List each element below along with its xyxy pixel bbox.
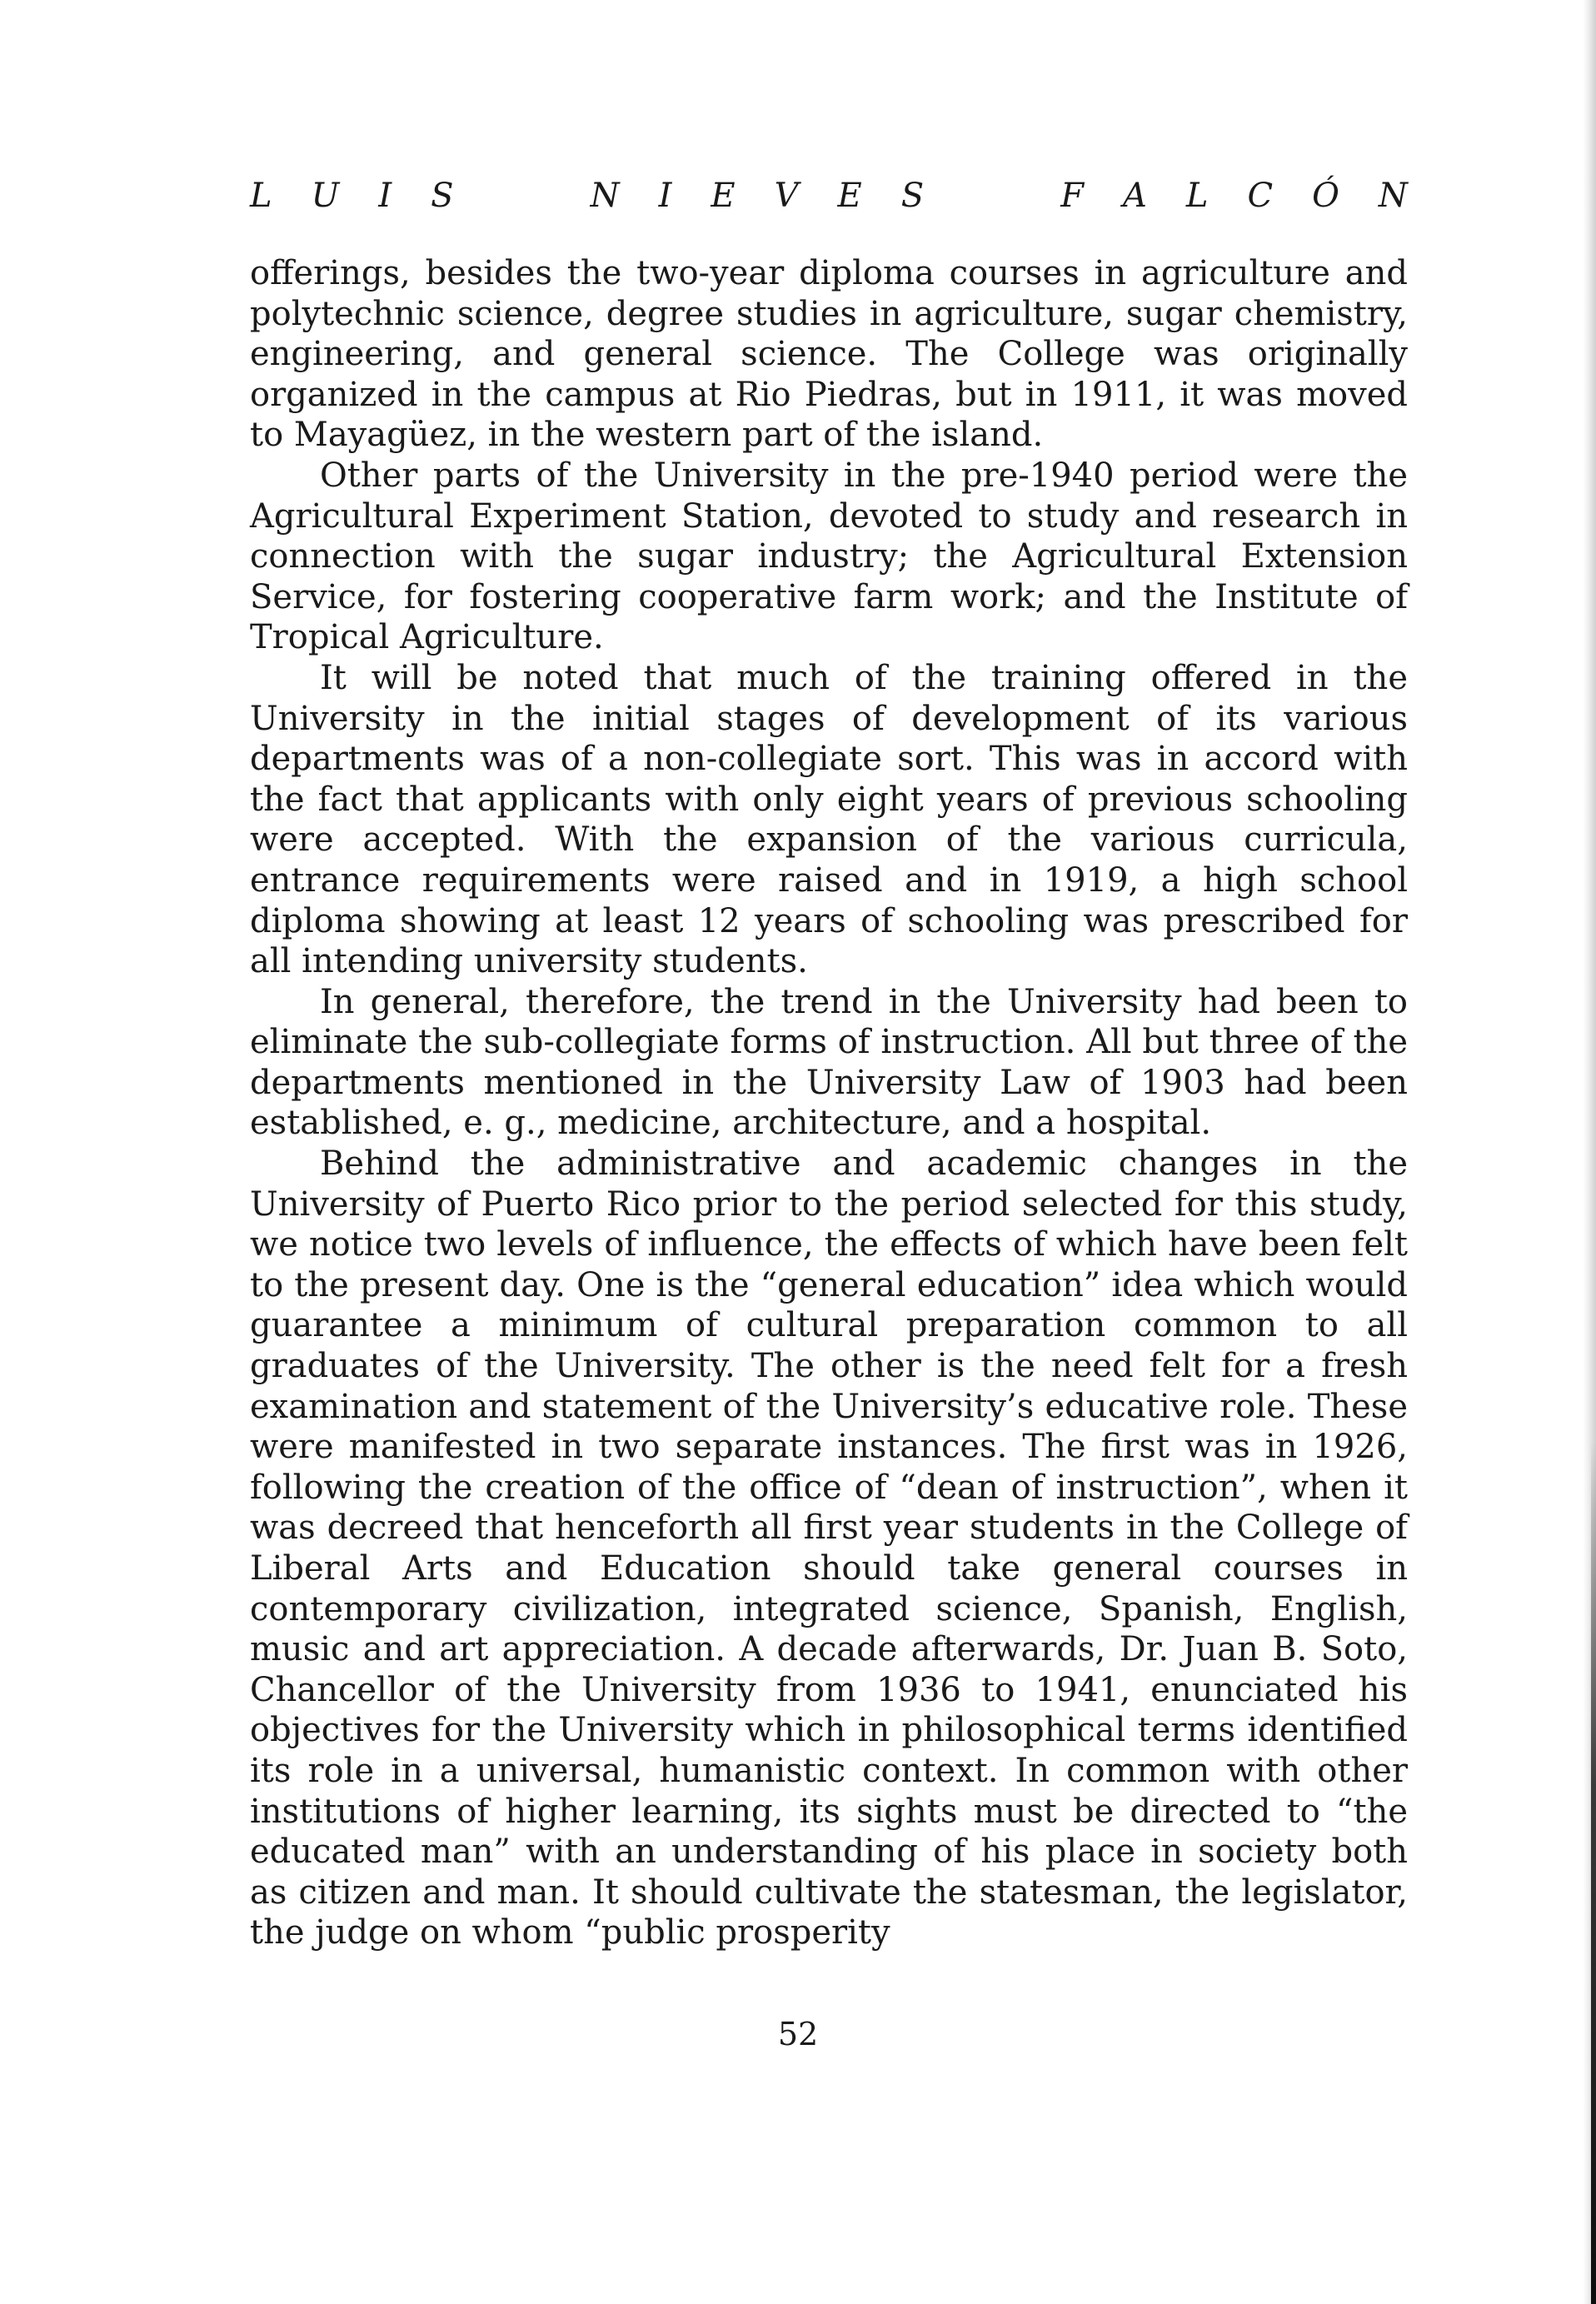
scan-edge-dark — [1591, 1441, 1596, 2304]
running-head-letter: S — [431, 177, 454, 215]
running-head-letter: L — [1185, 177, 1209, 215]
paragraph: offerings, besides the two-year diploma courses in agriculture and polytechnic science, degree studies in agriculture, sugar chemistry, engineering, and general science. The College was originally organized in the campus at Rio Piedras, but in 1911, it was moved to Mayagüez, in the western part of the island. — [250, 254, 1408, 455]
paragraph: In general, therefore, the trend in the University had been to eliminate the sub-collegiate forms of instruction. All but three of the departments mentioned in the University Law of 1903 had been established, e. g., medicine, architecture, and a hospital. — [250, 982, 1408, 1143]
running-head-letter: A — [1122, 177, 1147, 215]
running-head-letter: S — [900, 177, 925, 215]
running-head-letter: N — [1378, 177, 1408, 215]
running-head-letter: L — [250, 177, 272, 215]
paragraph: Other parts of the University in the pre-1940 period were the Agricultural Experiment Station, devoted to study and research in connection with the sugar industry; the Agricultural Extension Service, for fostering cooperative farm work; and the Institute of Tropical Agriculture. — [250, 456, 1408, 657]
paragraph: Behind the administrative and academic changes in the University of Puerto Rico prior to the period selected for this study, we notice two levels of influence, the effects of which have been felt to the present day. One is the “general education” idea which would guarantee a minimum of cultural preparation common to all graduates of the University. The other is the need felt for a fresh examination and statement of the University’s educative role. These were manifested in two separate instances. The first was in 1926, following the creation of the office of “dean of instruction”, when it was decreed that henceforth all first year students in the College of Liberal Arts and Education should take general courses in contemporary civilization, integrated science, Spanish, English, music and art appreciation. A decade afterwards, Dr. Juan B. Soto, Chancellor of the University from 1936 to 1941, enunciated his objectives for the University which in philosophical terms identified its role in a universal, humanistic context. In common with other institutions of higher learning, its sights must be directed to “the educated man” with an understanding of his place in society both as citizen and man. It should cultivate the statesman, the legislator, the judge on whom “public prosperity — [250, 1145, 1408, 1952]
paragraph: It will be noted that much of the training offered in the University in the initial stages of development of its various departments was of a non-collegiate sort. This was in accord with the fact that applicants with only eight years of previous schooling were accepted. With the expansion of the various curricula, entrance requirements were raised and in 1919, a high school diploma showing at least 12 years of schooling was prescribed for all intending university students. — [250, 658, 1408, 981]
running-head-letter: F — [1060, 177, 1084, 215]
running-head-letter: E — [711, 177, 736, 215]
page-number: 52 — [777, 2016, 819, 2052]
running-head-letter: Ó — [1312, 177, 1339, 215]
running-head-letter: N — [590, 177, 620, 215]
running-head-letter: I — [378, 177, 392, 215]
running-head-letter: U — [311, 177, 340, 215]
running-head-letter: V — [774, 177, 799, 215]
running-head — [250, 167, 1408, 225]
body-text — [250, 253, 1408, 1953]
running-head-letter: I — [658, 177, 672, 215]
running-head-letter: E — [837, 177, 862, 215]
running-head-letter: C — [1247, 177, 1274, 215]
